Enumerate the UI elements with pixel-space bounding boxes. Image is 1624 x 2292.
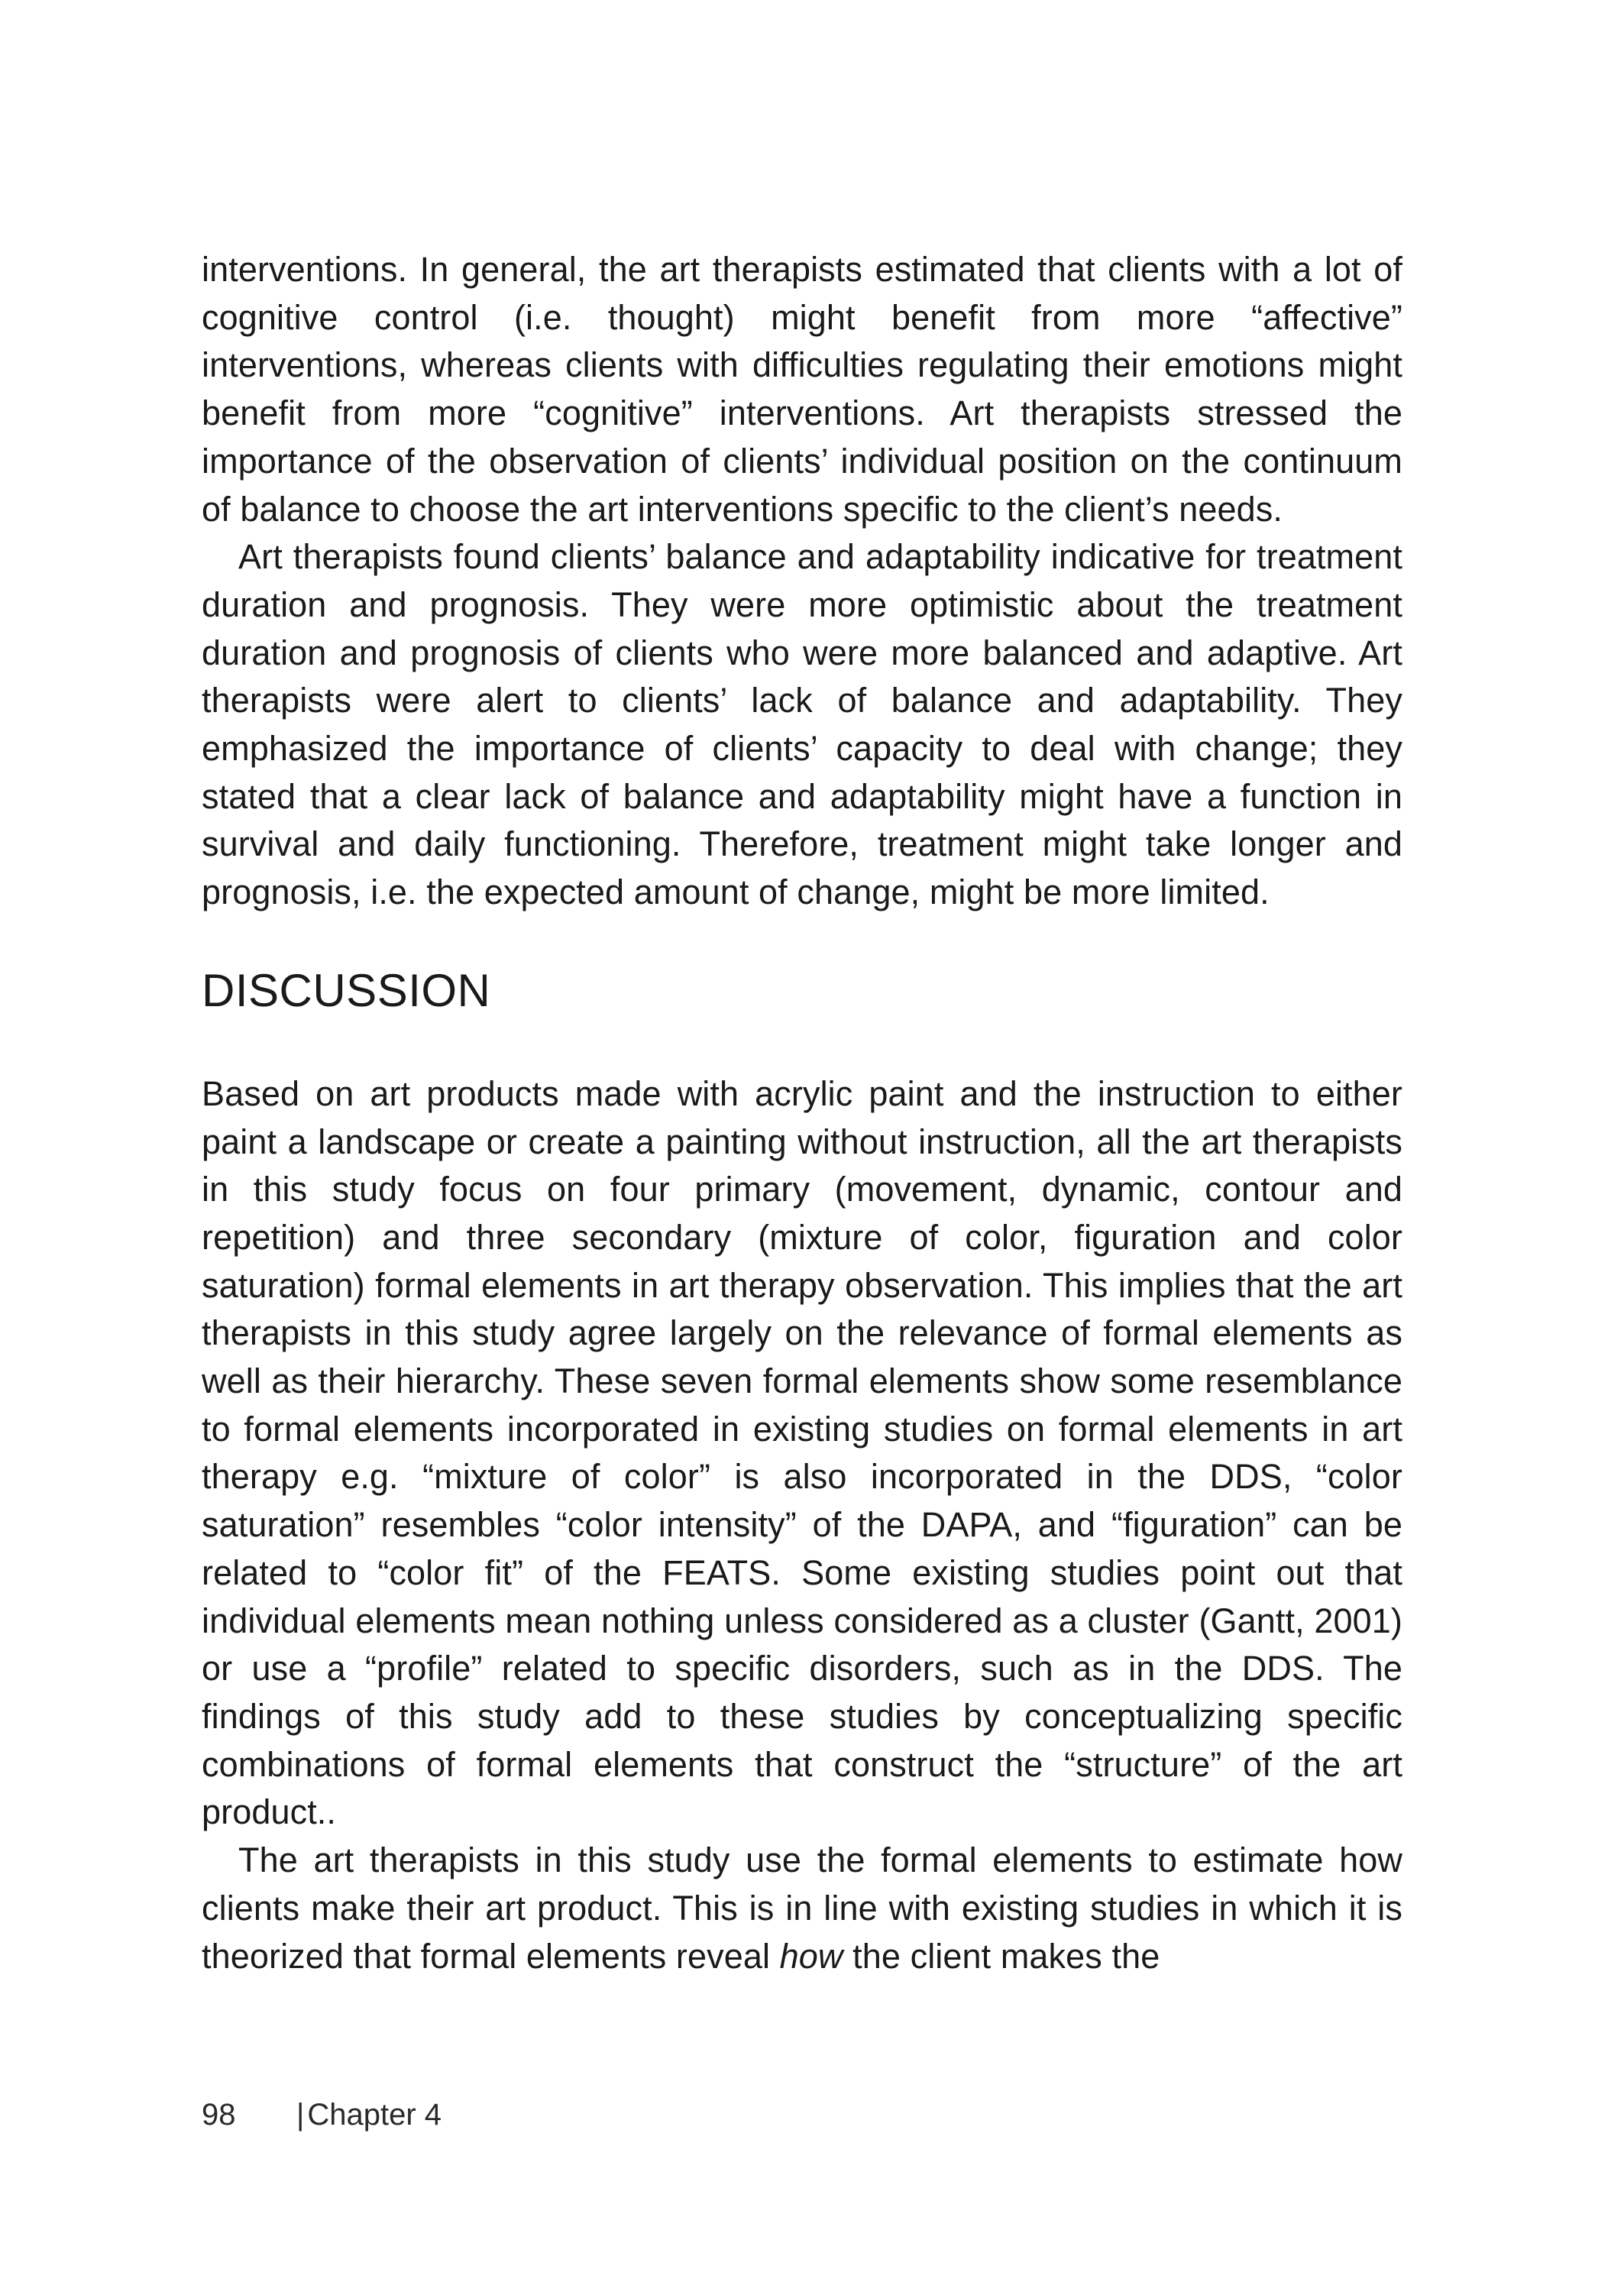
section-heading-discussion: DISCUSSION <box>202 964 491 1016</box>
chapter-label: Chapter 4 <box>307 2098 442 2132</box>
footer-separator: | <box>296 2098 305 2132</box>
emphasis-how: how <box>779 1936 843 1976</box>
paragraph-interventions: interventions. In general, the art therapists estimated that clients with a lot of cognitive control (i.e. thought) might benefit from more “affective” interventions, whereas clients with difficulties regulating their emotions might benefit from more “cognitive” interventions. Art therapists stressed the importance of the observation of clients’ individual position on the continuum of balance to choose the art interventions specific to the client’s needs. <box>202 250 1402 529</box>
paragraph-text-after: the client makes the <box>843 1936 1160 1976</box>
page-content <box>202 246 1402 1980</box>
paragraph-discussion-how-clients-make <box>202 1837 1402 1980</box>
paragraph-text-before: The art therapists in this study use the formal elements to estimate how clients make their art product. This is in line with existing studies in which it is theorized that formal elements reveal <box>202 1840 1402 1976</box>
paragraph-discussion-formal-elements: Based on art products made with acrylic paint and the instruction to either paint a landscape or create a painting without instruction, all the art therapists in this study focus on four primary (movement, dynamic, contour and repetition) and three secondary (mixture of color, figuration and color saturation) formal elements in art therapy observation. This implies that the art therapists in this study agree largely on the relevance of formal elements as well as their hierarchy. These seven formal elements show some resemblance to formal elements incorporated in existing studies on formal elements in art therapy e.g. “mixture of color” is also incorporated in the DDS, “color saturation” resembles “color intensity” of the DAPA, and “figuration” can be related to “color fit” of the FEATS. Some existing studies point out that individual elements mean nothing unless considered as a cluster (Gantt, 2001) or use a “profile” related to specific disorders, such as in the DDS. The findings of this study add to these studies by conceptualizing specific combinations of formal elements that construct the “structure” of the art product.. <box>202 1073 1402 1832</box>
page-footer <box>202 2098 442 2132</box>
paragraph-balance-adaptability: Art therapists found clients’ balance and adaptability indicative for treatment duration and prognosis. They were more optimistic about the treatment duration and prognosis of clients who were more balanced and adaptive. Art therapists were alert to clients’ lack of balance and adaptability. They emphasized the importance of clients’ capacity to deal with change; they stated that a clear lack of balance and adaptability might have a function in survival and daily functioning. Therefore, treatment might take longer and prognosis, i.e. the expected amount of change, might be more limited. <box>202 537 1402 912</box>
page-number: 98 <box>202 2098 236 2132</box>
running-footer <box>296 2098 442 2132</box>
